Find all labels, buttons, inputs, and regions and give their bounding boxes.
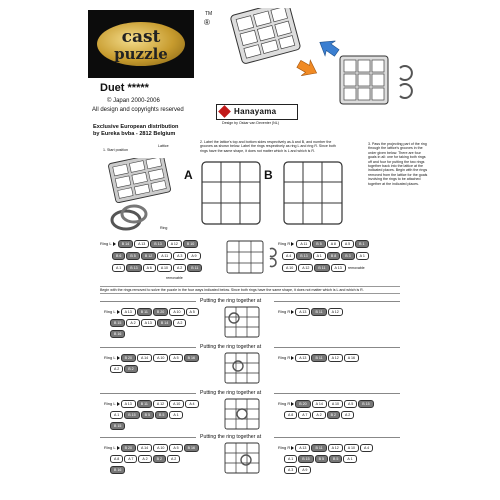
step-chip: A 13 [295, 444, 310, 452]
step-chip: A 1 [313, 252, 326, 260]
step-chip: A 5 [344, 400, 357, 408]
step-chip: A 2 [110, 365, 123, 373]
step-chip: A 5 [169, 444, 182, 452]
step-chip: B 20 [121, 354, 136, 362]
start-position-illustration [100, 158, 180, 238]
step-chip: A 13 [141, 319, 156, 327]
divider [100, 437, 196, 438]
ring-r-label: Ring R [278, 355, 291, 361]
model-title: Duet [100, 82, 125, 94]
cast-puzzle-logo [88, 10, 194, 78]
step-chip: A 11 [296, 240, 311, 248]
step-chip: B 11 [311, 308, 326, 316]
step-chip: A 14 [137, 354, 152, 362]
step-chip: B 11 [311, 444, 326, 452]
solve-ring-r-row2 [282, 252, 370, 259]
step-chip: A 2 [312, 411, 325, 419]
ring-r-label: Ring R [278, 241, 291, 247]
step-chip: A 5 [186, 308, 199, 316]
step-chip: B 20 [295, 400, 310, 408]
section-heading: Putting the ring together at [200, 434, 262, 440]
step-chip: A 10 [169, 308, 184, 316]
step-chip: A 8 [110, 455, 123, 463]
designer-credit: Design by Oskar van Deventer (NL) [222, 121, 279, 125]
step-chip: A 2 [138, 455, 151, 463]
solve-lattice-thumbnail [226, 240, 266, 276]
lattice-b-diagram [284, 162, 342, 224]
section-ring-l-row1 [104, 354, 200, 361]
step-chip: B 15 [298, 455, 313, 463]
step-chip: A 4 [185, 400, 198, 408]
step-chip: B 20 [121, 444, 136, 452]
step-chip: A 12 [167, 240, 182, 248]
step-chip: A 10 [282, 264, 297, 272]
solve-ring-r-row3 [282, 264, 365, 271]
step-chip: B 11 [311, 354, 326, 362]
divider [274, 437, 400, 438]
step-chip: B 3 [341, 252, 354, 260]
removable-r-label: removable [347, 266, 365, 271]
section-ring-l-row2 [110, 365, 139, 372]
step-chip: B 11 [137, 308, 152, 316]
label-b: B [264, 168, 273, 182]
step-chip: B 15 [110, 319, 125, 327]
ring-label: Ring [160, 226, 168, 230]
step-chip: B 2 [327, 411, 340, 419]
logo-line2: puzzle [114, 45, 168, 63]
copyright-text: Japan 2000-2006 [113, 98, 160, 104]
step-chip: B 5 [126, 252, 139, 260]
step-chip: A 12 [328, 354, 343, 362]
step-chip: B 2 [153, 455, 166, 463]
step-chip: A 10 [153, 444, 168, 452]
section-ring-l-row2 [110, 455, 181, 462]
arrow-icon [113, 242, 116, 246]
section-ring-r-row3 [284, 466, 312, 473]
section-lattice-thumbnail [224, 442, 264, 476]
step-chip: B 20 [153, 308, 168, 316]
step-chip: A 2 [341, 411, 354, 419]
step-chip: A 1 [284, 455, 297, 463]
start-position-label: 1. Start position [103, 148, 128, 152]
blue-arrow-icon [315, 34, 342, 60]
section-ring-l-row1 [104, 308, 200, 315]
step-chip: A 5 [169, 354, 182, 362]
section-lattice-thumbnail [224, 306, 264, 340]
section-ring-l-row3 [110, 466, 126, 473]
step-chip: A 1 [110, 411, 123, 419]
section-ring-l-row1 [104, 400, 200, 407]
step-chip: A 16 [344, 354, 359, 362]
step-chip: A 12 [298, 264, 313, 272]
arrow-icon [117, 310, 120, 314]
section-heading: Putting the ring together at [200, 298, 262, 304]
arrow-icon [291, 402, 294, 406]
step-chip: B 15 [358, 400, 373, 408]
step-chip: A 2 [173, 319, 186, 327]
arrow-icon [117, 356, 120, 360]
arrow-icon [291, 356, 294, 360]
solve-ring-l-row2 [112, 252, 202, 259]
section-ring-r-row2 [284, 455, 358, 462]
ring-l-label: Ring L [100, 241, 112, 247]
arrow-icon [291, 310, 294, 314]
section-lattice-thumbnail [224, 398, 264, 432]
step-chip: A 13 [295, 354, 310, 362]
step-chip: A 4 [360, 444, 373, 452]
step3-text: 3. Pass the projecting part of the ring through the lattice's grooves in the order given below. There are four goals in all: one for taking both rings off and four for putting the two rings together back into the lattice at the indicated places. Begin with the rings removed from the lattice for the goals involving the rings to be attached together at the indicated places. [368, 142, 428, 186]
copyright-line: © Japan 2000-2006 [107, 98, 160, 104]
step-chip: A 3 [284, 466, 297, 474]
step-chip: A 2 [126, 319, 139, 327]
step-chip: B 8 [327, 252, 340, 260]
label-a: A [184, 168, 193, 182]
step-chip: A 13 [331, 264, 346, 272]
step-chip: A 11 [157, 252, 172, 260]
ring-l-label: Ring L [104, 445, 116, 451]
step-chip: A 13 [134, 240, 149, 248]
step-chip: B 11 [314, 264, 329, 272]
step-chip: B 16 [184, 444, 199, 452]
divider [100, 347, 196, 348]
ring-r-label: Ring R [278, 309, 291, 315]
step-chip: A 9 [298, 466, 311, 474]
distribution-line1: Exclusive European distribution [93, 124, 179, 130]
ring-l-label: Ring L [104, 309, 116, 315]
step-chip: B 11 [137, 400, 152, 408]
step-chip: A 7 [298, 411, 311, 419]
arrow-icon [291, 446, 294, 450]
arrow-icon [117, 446, 120, 450]
step-chip: B 16 [184, 354, 199, 362]
step-chip: A 13 [121, 308, 136, 316]
step-chip: A 14 [137, 444, 152, 452]
step-chip: A 1 [169, 411, 182, 419]
step-chip: B 11 [187, 264, 202, 272]
lattice-tilted-icon [230, 8, 301, 64]
step-chip: A 1 [112, 264, 125, 272]
step-chip: B 2 [124, 365, 137, 373]
step-chip: A 1 [356, 252, 369, 260]
step-chip: A 5 [341, 240, 354, 248]
step-chip: B 16 [110, 330, 125, 338]
section-ring-l-row2 [110, 319, 187, 326]
step-chip: B 13 [296, 252, 311, 260]
solve-ring-r-row1 [278, 240, 370, 247]
ring-l-label: Ring L [104, 401, 116, 407]
section-ring-r-row2 [284, 411, 355, 418]
step-chip: A 2 [167, 455, 180, 463]
step-chip: A 10 [153, 354, 168, 362]
rating-stars: ***** [127, 82, 149, 94]
lattice-front-icon [340, 56, 388, 104]
model-name [100, 82, 149, 94]
section-lattice-thumbnail [224, 352, 264, 386]
step-chip: A 13 [121, 400, 136, 408]
step-chip: A 2 [173, 264, 186, 272]
step-chip: A 12 [153, 400, 168, 408]
rights-text: All design and copyrights reserved [92, 107, 184, 113]
section-ring-r-row1 [278, 444, 374, 451]
step-chip: B 15 [110, 422, 125, 430]
step-chip: A 10 [169, 400, 184, 408]
step-chip: B 15 [124, 411, 139, 419]
section-heading: Putting the ring together at [200, 344, 262, 350]
step-chip: A 9 [187, 252, 200, 260]
step-chip: B 16 [110, 466, 125, 474]
step-chip: B 5 [141, 411, 154, 419]
step-chip: A 4 [282, 252, 295, 260]
section-ring-r-row1 [278, 400, 375, 407]
ring-r-label: Ring R [278, 401, 291, 407]
lattice-label: Lattice [158, 144, 169, 148]
step2-text: 2. Label the lattice's top and bottom sides respectively as A and B, and number the grooves as shown below. Label the rings respectively as ring L and ring R. Since both rings have the same shape, it does not matter which is L and which is R. [200, 140, 336, 153]
top-illustrations [210, 8, 500, 113]
trademark-mark: TM [205, 11, 213, 17]
section-ring-l-row3 [110, 422, 126, 429]
solve-rings-icon [266, 246, 278, 270]
step-chip: A 10 [344, 444, 359, 452]
step-chip: B 5 [312, 240, 325, 248]
step-chip: B 10 [183, 240, 198, 248]
step-chip: A 10 [328, 400, 343, 408]
logo-line1: cast [121, 27, 161, 47]
step-chip: B 14 [157, 319, 172, 327]
step-chip: B 12 [141, 252, 156, 260]
divider [100, 301, 196, 302]
step-chip: A 12 [328, 308, 343, 316]
hanayama-text: Hanayama [234, 107, 277, 116]
ring-r-label: Ring R [278, 445, 291, 451]
step-chip: A 3 [173, 252, 186, 260]
section-ring-l-row2 [110, 411, 184, 418]
step-chip: A 1 [343, 455, 356, 463]
rings-icon [400, 66, 412, 98]
begin-note: Begin with the rings removed to solve the puzzle in the four ways indicated below. Since both rings have the same shape, it does not matter which is L and which is R. [100, 286, 400, 294]
section-ring-l-row1 [104, 444, 200, 451]
arrow-icon [117, 402, 120, 406]
step-chip: A 6 [143, 264, 156, 272]
solve-ring-l-row3 [112, 264, 203, 271]
section-heading: Putting the ring together at [200, 390, 262, 396]
step-chip: A 8 [327, 240, 340, 248]
divider [274, 301, 400, 302]
orange-arrow-icon [294, 56, 320, 82]
divider [100, 393, 196, 394]
step-chip: B 6 [112, 252, 125, 260]
ring-l-label: Ring L [104, 355, 116, 361]
step-chip: A 8 [284, 411, 297, 419]
step-chip: A 7 [124, 455, 137, 463]
step-chip: B 5 [329, 455, 342, 463]
section-ring-r-row1 [278, 354, 360, 361]
divider [274, 393, 400, 394]
step-chip: B 13 [126, 264, 141, 272]
step-chip: B 13 [150, 240, 165, 248]
distribution-line2: by Eureka bvba - 2812 Belgium [93, 131, 176, 137]
step-chip: A 10 [157, 264, 172, 272]
section-ring-r-row1 [278, 308, 344, 315]
section-ring-l-row3 [110, 330, 126, 337]
divider [274, 347, 400, 348]
solve-ring-l-row1 [100, 240, 199, 247]
arrow-icon [291, 242, 294, 246]
step-chip: B 5 [155, 411, 168, 419]
lattice-ab-diagrams [200, 160, 360, 232]
lattice-a-diagram [202, 162, 260, 224]
step-chip: A 13 [295, 308, 310, 316]
removable-label: removable [166, 276, 183, 280]
step-chip: A 12 [328, 444, 343, 452]
step-chip: A 14 [312, 400, 327, 408]
step-chip: B 5 [315, 455, 328, 463]
step-chip: B 1 [355, 240, 368, 248]
registered-mark: ® [204, 18, 210, 27]
step-chip: B 14 [118, 240, 133, 248]
